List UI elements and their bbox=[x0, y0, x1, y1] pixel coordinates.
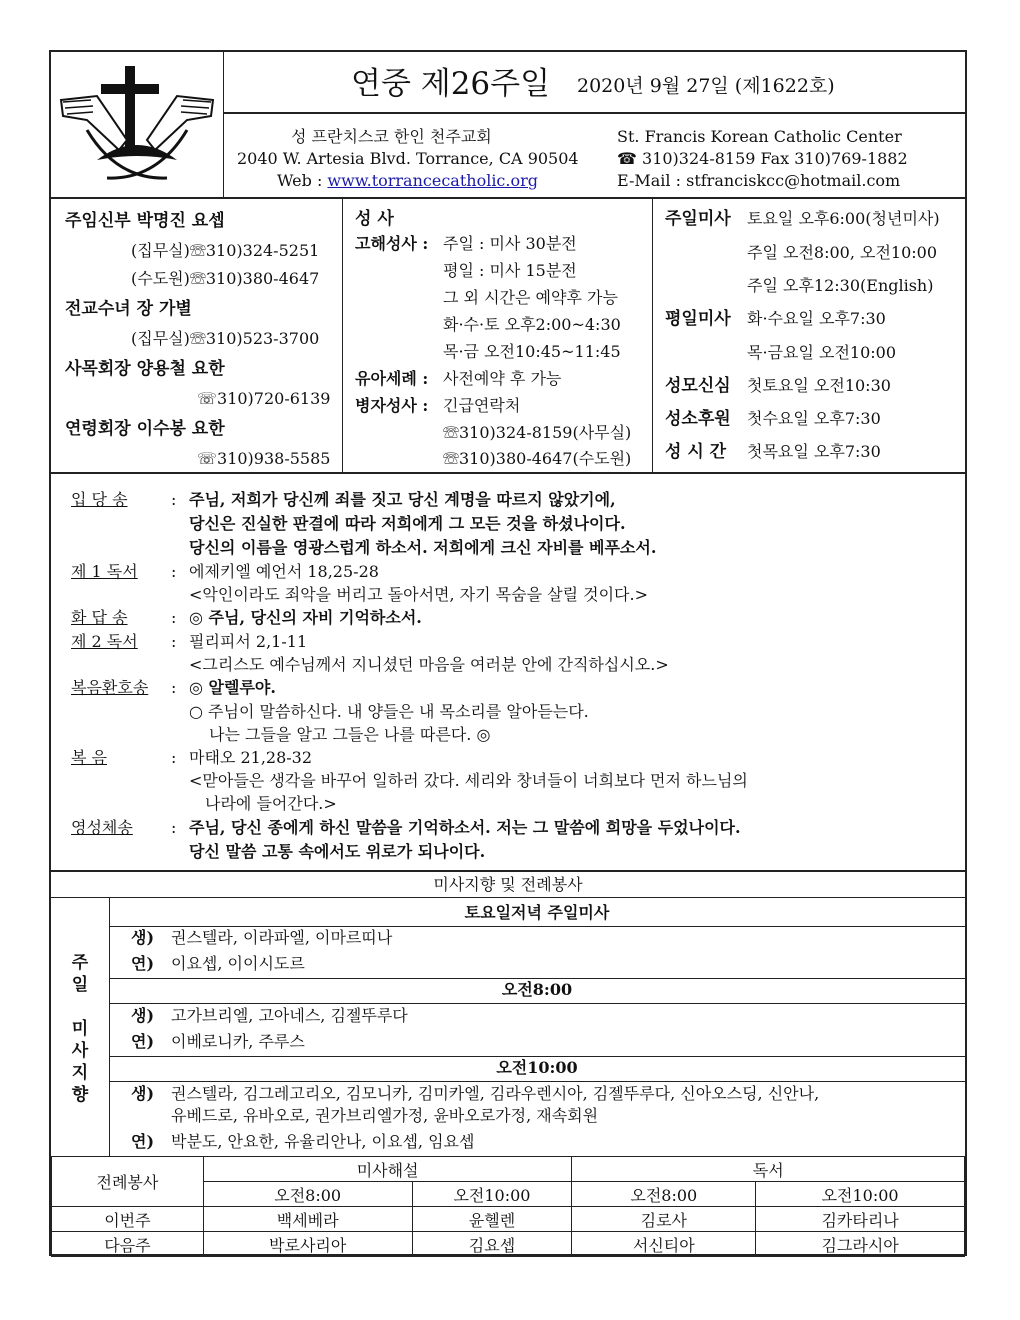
confession-line: 화·수·토 오후2:00~4:30 bbox=[443, 315, 621, 334]
communion-line: 주님, 당신 종에게 하신 말씀을 기억하소서. 저는 그 말씀에 희망을 두었나이다. bbox=[189, 818, 741, 837]
service-cell: 김카타리나 bbox=[756, 1207, 965, 1232]
service-label: 전례봉사 bbox=[52, 1157, 204, 1207]
second-reading-ref: 필리피서 2,1-11 bbox=[189, 632, 308, 651]
youth-president: 연령회장 이수봉 요한 bbox=[65, 419, 225, 439]
confession-line: 평일 : 미사 15분전 bbox=[443, 261, 577, 280]
service-cell: 김로사 bbox=[572, 1207, 756, 1232]
row-label: 다음주 bbox=[52, 1232, 204, 1257]
service-cell: 김그라시아 bbox=[756, 1232, 965, 1257]
living-names: 유베드로, 유바오로, 권가브리엘가정, 윤바오로가정, 재속회원 bbox=[171, 1106, 599, 1125]
intentions-title: 미사지향 및 전례봉사 bbox=[433, 875, 583, 894]
church-name-en: St. Francis Korean Catholic Center bbox=[617, 127, 902, 146]
confession-line: 그 외 시간은 예약후 가능 bbox=[443, 288, 618, 307]
email[interactable]: E-Mail : stfranciskcc@hotmail.com bbox=[617, 171, 901, 190]
saturday-mass-title: 토요일저녁 주일미사 bbox=[464, 903, 610, 922]
council-president: 사목회장 양용철 요한 bbox=[65, 359, 225, 379]
anointing-line: ☏310)380-4647(수도원) bbox=[443, 449, 632, 468]
church-name-ko: 성 프란치스코 한인 천주교회 bbox=[291, 127, 492, 146]
gospel-label: 복 음 bbox=[71, 748, 107, 767]
phone-fax: ☎ 310)324-8159 Fax 310)769-1882 bbox=[617, 149, 908, 168]
vocation-time: 첫수요일 오후7:30 bbox=[747, 409, 881, 428]
council-phone: ☏310)720-6139 bbox=[197, 389, 331, 408]
header bbox=[51, 52, 965, 199]
dead-label: 연) bbox=[131, 1132, 155, 1151]
entrance-line: 주님, 저희가 당신께 죄를 짓고 당신 계명을 따르지 않았기에, bbox=[189, 490, 616, 509]
intentions-side-label bbox=[51, 952, 109, 1106]
holy-hour-label: 성 시 간 bbox=[665, 442, 727, 462]
time-header: 오전10:00 bbox=[756, 1182, 965, 1207]
colon: : bbox=[171, 562, 177, 581]
gospel-ref: 마태오 21,28-32 bbox=[189, 748, 313, 767]
living-label: 생) bbox=[131, 928, 155, 947]
anointing-line: 긴급연락처 bbox=[443, 396, 521, 415]
confession-label: 고해성사 : bbox=[355, 234, 429, 253]
anointing-label: 병자성사 : bbox=[355, 396, 429, 415]
colon: : bbox=[171, 490, 177, 509]
colon: : bbox=[171, 748, 177, 767]
communion-line: 당신 말씀 고통 속에서도 위로가 되나이다. bbox=[189, 842, 486, 861]
website-link[interactable]: www.torrancecatholic.org bbox=[327, 171, 538, 190]
entrance-line: 당신은 진실한 판결에 따라 저희에게 그 모든 것을 하셨나이다. bbox=[189, 514, 626, 533]
sister-phone: (집무실)☏310)523-3700 bbox=[131, 329, 320, 348]
living-names: 권스텔라, 김그레고리오, 김모니카, 김미카엘, 김라우렌시아, 김젤뚜루다, 신아오스딩, 신안나, bbox=[171, 1084, 820, 1103]
time-header: 오전8:00 bbox=[572, 1182, 756, 1207]
row-label: 이번주 bbox=[52, 1207, 204, 1232]
sunday-mass-time: 주일 오후12:30(English) bbox=[747, 276, 934, 295]
side-char: 일 bbox=[71, 975, 89, 995]
intentions-section bbox=[51, 898, 965, 1156]
side-char: 지 bbox=[71, 1063, 89, 1083]
dead-label: 연) bbox=[131, 1032, 155, 1051]
entrance-line: 당신의 이름을 영광스럽게 하소서. 저희에게 크신 자비를 베푸소서. bbox=[189, 538, 657, 557]
sacraments-heading: 성 사 bbox=[355, 209, 394, 229]
side-spacer bbox=[51, 996, 109, 1018]
sister-name: 전교수녀 장 가별 bbox=[65, 299, 192, 319]
second-reading-summary: <그리스도 예수님께서 지니셨던 마음을 여러분 안에 간직하십시오.> bbox=[189, 655, 669, 674]
commentator-header: 미사해설 bbox=[203, 1157, 572, 1182]
church-address: 2040 W. Artesia Blvd. Torrance, CA 90504 bbox=[237, 149, 579, 168]
first-reading-summary: <악인이라도 죄악을 버리고 돌아서면, 자기 목숨을 살릴 것이다.> bbox=[189, 585, 648, 604]
first-reading-label: 제 1 독서 bbox=[71, 562, 138, 581]
page-title: 연중 제26주일 bbox=[351, 66, 551, 102]
service-cell: 서신티아 bbox=[572, 1232, 756, 1257]
sunday-mass-label: 주일미사 bbox=[665, 209, 731, 229]
gospel-summary: 나라에 들어간다.> bbox=[205, 794, 337, 813]
mass-8am-title: 오전8:00 bbox=[501, 980, 573, 999]
bulletin-page bbox=[49, 50, 967, 1256]
service-cell: 박로사리아 bbox=[203, 1232, 412, 1257]
liturgy-service-table bbox=[51, 1156, 965, 1257]
readings-section bbox=[51, 474, 965, 872]
dead-label: 연) bbox=[131, 954, 155, 973]
alleluia-verse: 나는 그들을 알고 그들은 나를 따른다. ◎ bbox=[209, 725, 491, 744]
weekday-mass-label: 평일미사 bbox=[665, 309, 731, 329]
dead-names: 박분도, 안요한, 유율리안나, 이요셉, 임요셉 bbox=[171, 1132, 475, 1151]
vocation-label: 성소후원 bbox=[665, 409, 731, 429]
church-logo-icon bbox=[57, 60, 217, 190]
side-char: 사 bbox=[71, 1041, 89, 1061]
gospel-summary: <맏아들은 생각을 바꾸어 일하러 갔다. 세리와 창녀들이 너희보다 먼저 하느님의 bbox=[189, 771, 748, 790]
first-reading-ref: 에제키엘 예언서 18,25-28 bbox=[189, 562, 379, 581]
holy-hour-time: 첫목요일 오후7:30 bbox=[747, 442, 881, 461]
pastor-office-phone: (집무실)☏310)324-5251 bbox=[131, 241, 320, 260]
alleluia-label: 복음환호송 bbox=[71, 678, 149, 697]
dead-names: 이베로니카, 주루스 bbox=[171, 1032, 305, 1051]
baptism-text: 사전예약 후 가능 bbox=[443, 369, 562, 388]
confession-line: 주일 : 미사 30분전 bbox=[443, 234, 577, 253]
intentions-title-bar bbox=[51, 872, 965, 898]
confession-line: 목·금 오전10:45~11:45 bbox=[443, 342, 621, 361]
mass-10am-title: 오전10:00 bbox=[496, 1058, 578, 1077]
devotion-label: 성모신심 bbox=[665, 376, 731, 396]
weekday-mass-time: 목·금요일 오전10:00 bbox=[747, 343, 897, 362]
service-cell: 백세베라 bbox=[203, 1207, 412, 1232]
weekday-mass-time: 화·수요일 오후7:30 bbox=[747, 309, 886, 328]
dead-names: 이요셉, 이이시도르 bbox=[171, 954, 305, 973]
time-header: 오전10:00 bbox=[412, 1182, 572, 1207]
living-names: 고가브리엘, 고아네스, 김젤뚜루다 bbox=[171, 1006, 408, 1025]
anointing-line: ☏310)324-8159(사무실) bbox=[443, 423, 632, 442]
colon: : bbox=[171, 632, 177, 651]
second-reading-label: 제 2 독서 bbox=[71, 632, 138, 651]
youth-phone: ☏310)938-5585 bbox=[197, 449, 331, 468]
issue-date: 2020년 9월 27일 (제1622호) bbox=[577, 75, 835, 97]
colon: : bbox=[171, 608, 177, 627]
web-row bbox=[277, 171, 538, 191]
time-header: 오전8:00 bbox=[203, 1182, 412, 1207]
web-label: Web : bbox=[277, 171, 323, 190]
psalm-label: 화 답 송 bbox=[71, 608, 128, 627]
sunday-mass-time: 토요일 오후6:00(청년미사) bbox=[747, 209, 940, 228]
psalm-response: ◎ 주님, 당신의 자비 기억하소서. bbox=[189, 608, 422, 627]
sunday-mass-time: 주일 오전8:00, 오전10:00 bbox=[747, 243, 938, 262]
devotion-time: 첫토요일 오전10:30 bbox=[747, 376, 891, 395]
baptism-label: 유아세례 : bbox=[355, 369, 429, 388]
service-cell: 김요셉 bbox=[412, 1232, 572, 1257]
alleluia-verse: ○ 주님이 말씀하신다. 내 양들은 내 목소리를 알아듣는다. bbox=[189, 702, 589, 721]
pastor-name: 주임신부 박명진 요셉 bbox=[65, 211, 225, 231]
living-label: 생) bbox=[131, 1006, 155, 1025]
communion-label: 영성체송 bbox=[71, 818, 133, 837]
living-label: 생) bbox=[131, 1084, 155, 1103]
colon: : bbox=[171, 818, 177, 837]
entrance-antiphon-label: 입 당 송 bbox=[71, 490, 128, 509]
side-char: 향 bbox=[71, 1085, 89, 1105]
reader-header: 독서 bbox=[572, 1157, 965, 1182]
alleluia-text: ◎ 알렐루야. bbox=[189, 678, 276, 697]
pastor-rectory-phone: (수도원)☏310)380-4647 bbox=[131, 269, 320, 288]
service-cell: 윤헬렌 bbox=[412, 1207, 572, 1232]
living-names: 권스텔라, 이라파엘, 이마르띠나 bbox=[171, 928, 393, 947]
info-section bbox=[51, 199, 965, 474]
side-char: 미 bbox=[71, 1019, 89, 1039]
side-char: 주 bbox=[71, 953, 89, 973]
colon: : bbox=[171, 678, 177, 697]
